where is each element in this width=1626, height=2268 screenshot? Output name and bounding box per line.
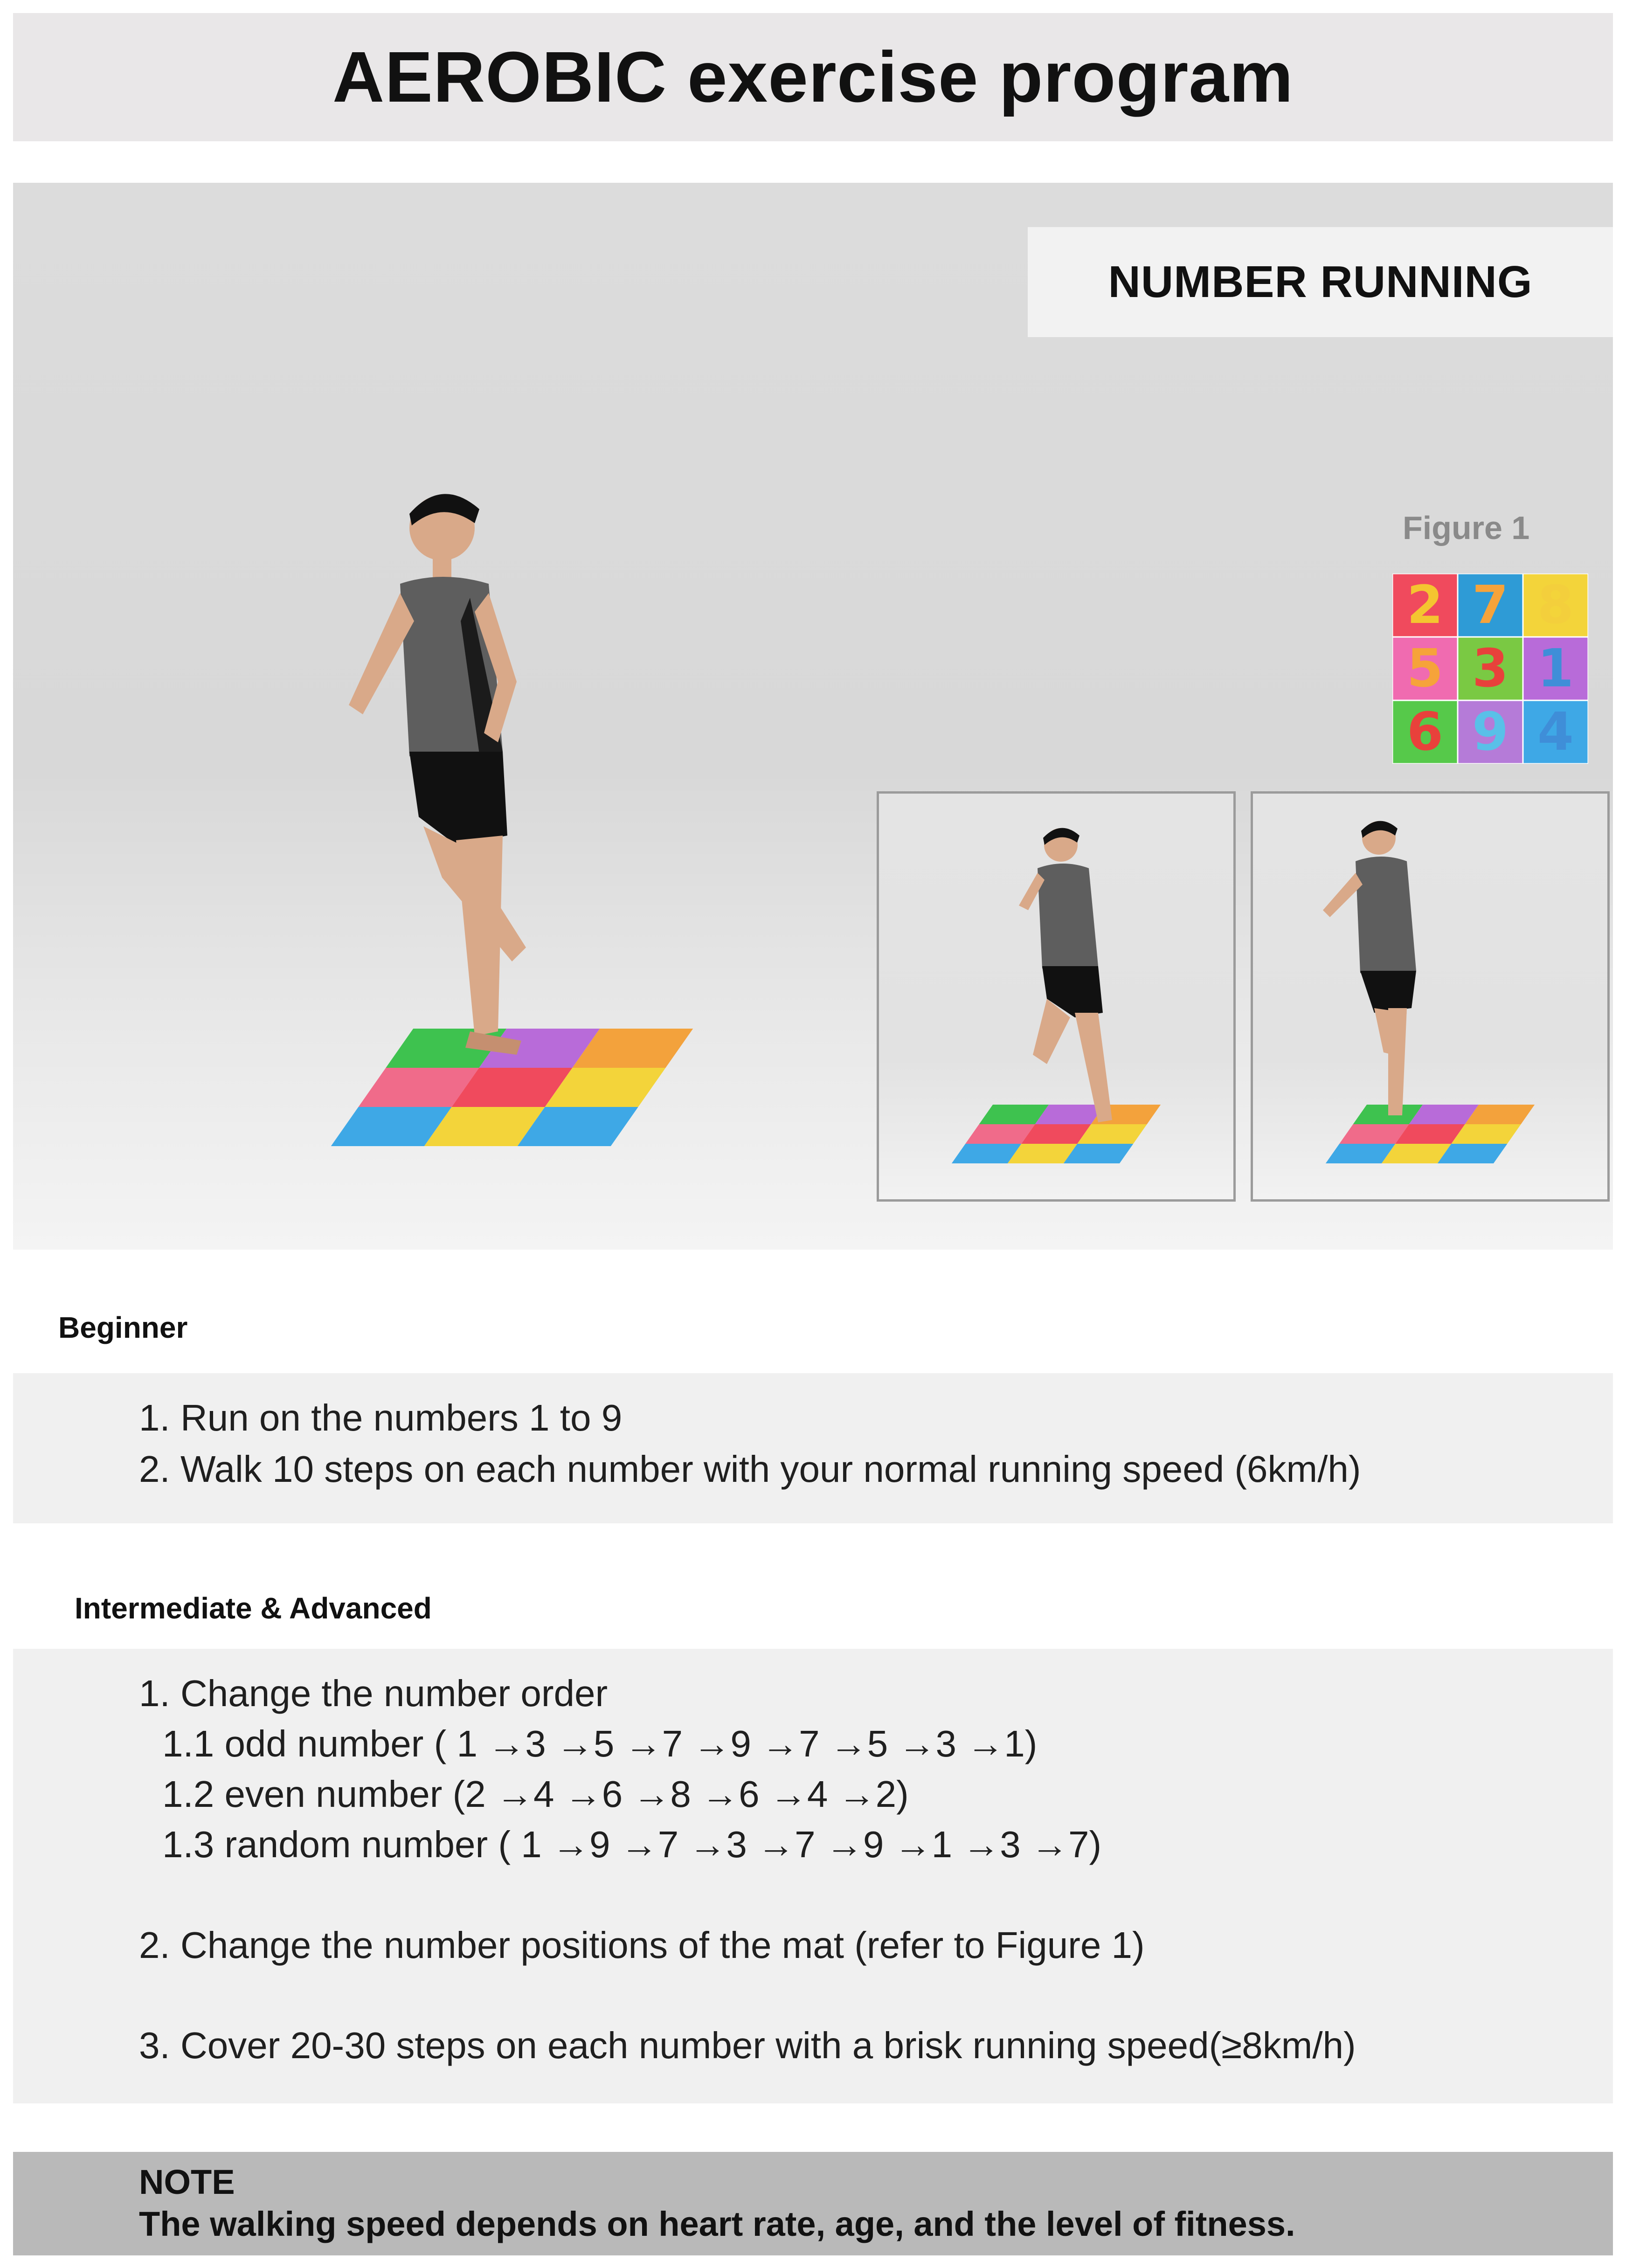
figure-1-mat xyxy=(1392,574,1588,764)
beginner-box xyxy=(13,1373,1613,1523)
mat-number: 7 xyxy=(1472,575,1508,636)
advanced-step-2: 2. Change the number positions of the mat (refer to Figure 1) xyxy=(139,1924,1145,1966)
beginner-step-2: 2. Walk 10 steps on each number with your normal running speed (6km/h) xyxy=(139,1448,1361,1490)
thumbnail-step-2 xyxy=(1251,791,1610,1202)
beginner-step-1: 1. Run on the numbers 1 to 9 xyxy=(139,1397,623,1438)
exercise-photo-panel xyxy=(13,183,1613,1250)
advanced-step-1-2: 1.2 even number (2 →4 →6 →8 →6 →4 →2) xyxy=(162,1773,909,1815)
figure-label: Figure 1 xyxy=(1403,510,1530,546)
mat-number: 2 xyxy=(1407,575,1443,636)
advanced-step-1: 1. Change the number order xyxy=(139,1673,608,1714)
mat-number: 6 xyxy=(1407,702,1443,762)
exercise-title: NUMBER RUNNING xyxy=(1108,257,1533,307)
advanced-step-1-1: 1.1 odd number ( 1 →3 →5 →7 →9 →7 →5 →3 →1) xyxy=(162,1723,1038,1764)
mat-number: 1 xyxy=(1537,638,1574,699)
thumbnail-step-1 xyxy=(877,791,1236,1202)
mat-number: 5 xyxy=(1407,638,1443,699)
mat-number: 4 xyxy=(1537,702,1574,762)
advanced-label: Intermediate & Advanced xyxy=(75,1591,432,1625)
mat-number: 3 xyxy=(1472,638,1508,699)
note-box xyxy=(13,2152,1613,2255)
advanced-step-3: 3. Cover 20-30 steps on each number with a brisk running speed(≥8km/h) xyxy=(139,2025,1356,2066)
beginner-label: Beginner xyxy=(58,1311,188,1344)
advanced-box xyxy=(13,1649,1613,2103)
runner-figure xyxy=(302,481,722,1181)
page-title: AEROBIC exercise program xyxy=(332,37,1294,117)
note-title: NOTE xyxy=(139,2163,235,2201)
advanced-step-1-3: 1.3 random number ( 1 →9 →7 →3 →7 →9 →1 →3 →7) xyxy=(162,1824,1102,1865)
note-text: The walking speed depends on heart rate, age, and the level of fitness. xyxy=(139,2205,1295,2243)
title-bar xyxy=(13,13,1613,141)
mat-number: 8 xyxy=(1537,575,1574,636)
exercise-title-box xyxy=(1028,227,1613,337)
mat-number: 9 xyxy=(1472,702,1508,762)
